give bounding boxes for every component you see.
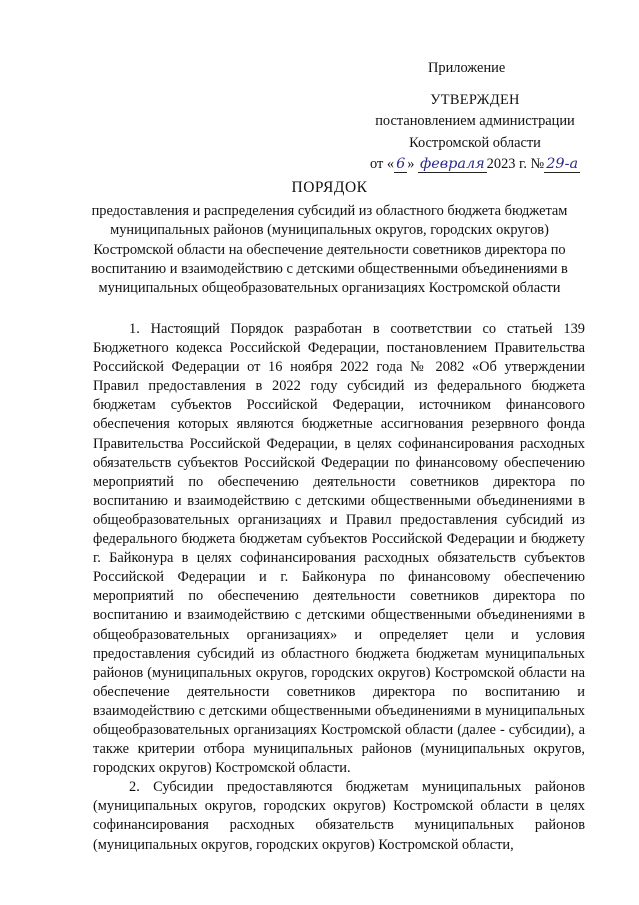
document-body [93, 320, 585, 855]
approval-line-2: Костромской области [409, 134, 541, 151]
date-day: 6 [396, 156, 406, 172]
date-year: 2023 г. № [486, 156, 545, 172]
approved-label: УТВЕРЖДЕН [430, 91, 520, 108]
appendix-label: Приложение [428, 60, 506, 76]
approval-date-line [340, 154, 610, 176]
paragraph: 2. Субсидии предоставляются бюджетам муниципальных районов (муниципальных округов, городских округов) Костромской области в целях софинансирования расходных обязательств муниципальных районов (муниципальных округов, городских округов) Костромской области, [93, 779, 585, 853]
approval-block [340, 58, 610, 176]
document-title [70, 178, 589, 298]
paragraph: 1. Настоящий Порядок разработан в соответствии со статьей 139 Бюджетного кодекса Российской Федерации, постановлением Правительства Российской Федерации от 16 ноября 2022 года № 2082 «Об утверждении Правил предоставления в 2022 году субсидий из федерального бюджета бюджетам субъектов Российской Федерации, источником финансового обеспечения которых являются бюджетные ассигнования резервного фонда Правительства Российской Федерации, в целях софинансирования расходных обязательств субъектов Российской Федерации по финансовому обеспечению мероприятий по обеспечению деятельности советников директора по воспитанию и взаимодействию с детскими общественными объединениями в общеобразовательных организациях и Правил предоставления субсидий из федерального бюджета бюджетам субъектов Российской Федерации и бюджету г. Байконура в целях софинансирования расходных обязательств субъектов Российской Федерации и г. Байконура по финансовому обеспечению мероприятий по обеспечению деятельности советников директора по воспитанию и взаимодействию с детскими общественными объединениями в общеобразовательных организациях» и определяет цели и условия предоставления субсидий из областного бюджета бюджетам муниципальных районов (муниципальных округов, городских округов) Костромской области на обеспечение деятельности советников директора по воспитанию и взаимодействию с детскими общественными объединениями в муниципальных общеобразовательных организациях Костромской области (далее - субсидии), а также критерии отбора муниципальных районов (муниципальных округов, городских округов) Костромской области. [93, 321, 585, 777]
date-prefix: от « [369, 156, 395, 172]
approval-line-1: постановлением администрации [375, 113, 575, 129]
date-month: февраля [420, 156, 485, 172]
date-mid: » [407, 156, 415, 172]
title-subtitle: предоставления и распределения субсидий из областного бюджета бюджетам муниципальных районов (муниципальных округов, городских округов) Костромской области на обеспечение деятельности советников директора по воспитанию и взаимодействию с детскими общественными объединениями в муниципальных общеобразовательных организациях Костромской области [91, 203, 568, 297]
document-number: 29-а [546, 156, 579, 172]
title-heading: ПОРЯДОК [291, 179, 368, 196]
